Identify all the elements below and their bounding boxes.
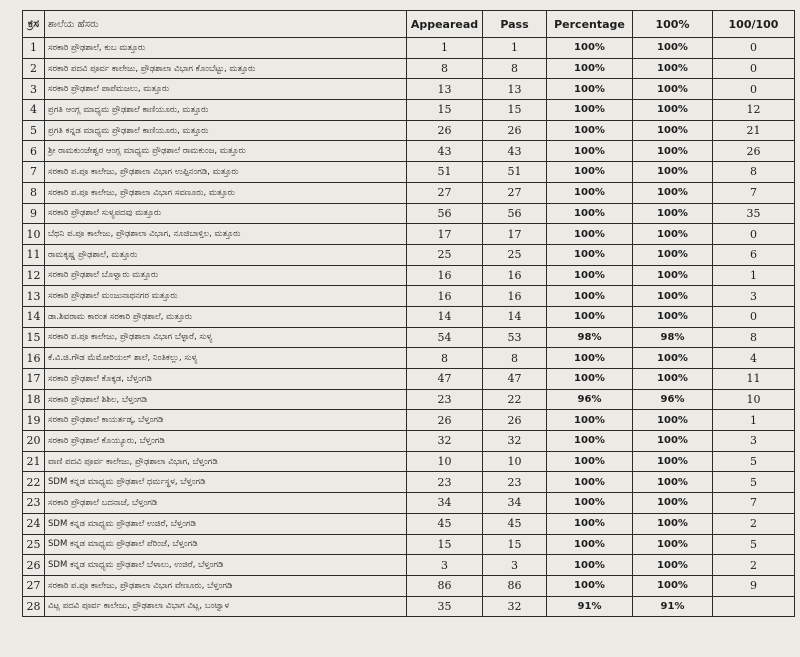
- full-marks-cell: 11: [713, 369, 795, 390]
- hundred-percent-cell: 100%: [633, 369, 713, 390]
- header-school-name: ಶಾಲೆಯ ಹೆಸರು: [45, 11, 407, 38]
- pass-cell: 16: [483, 286, 547, 307]
- full-marks-cell: 1: [713, 265, 795, 286]
- pass-cell: 17: [483, 224, 547, 245]
- percentage-cell: 98%: [547, 327, 633, 348]
- hundred-percent-cell: 100%: [633, 410, 713, 431]
- table-row: [23, 79, 795, 100]
- full-marks-cell: 9: [713, 575, 795, 596]
- appeared-cell: 25: [407, 244, 483, 265]
- full-marks-cell: 3: [713, 286, 795, 307]
- percentage-cell: 100%: [547, 244, 633, 265]
- serial-cell: 19: [23, 410, 45, 431]
- school-name-cell: ಪ್ರಗತಿ ಆಂಗ್ಲ ಮಾಧ್ಯಮ ಪ್ರೌಢಶಾಲೆ ಕಾಣಿಯೂರು, ಮತ್ತೂರು: [45, 100, 407, 121]
- hundred-percent-cell: 100%: [633, 120, 713, 141]
- school-name-cell: ಬೆಥನಿ ಪ.ಪೂ ಕಾಲೇಜು, ಪ್ರೌಢಶಾಲಾ ವಿಭಾಗ, ನೂಜಿಬಾಳ್ತಿಲ, ಮತ್ತೂರು: [45, 224, 407, 245]
- serial-cell: 28: [23, 596, 45, 617]
- school-name-cell: ಸರಕಾರಿ ಪ್ರೌಢಶಾಲೆ, ಕುಬ ಮತ್ತೂರು: [45, 38, 407, 59]
- percentage-cell: 100%: [547, 203, 633, 224]
- appeared-cell: 34: [407, 493, 483, 514]
- table-row: [23, 100, 795, 121]
- pass-cell: 45: [483, 513, 547, 534]
- percentage-cell: 100%: [547, 369, 633, 390]
- hundred-percent-cell: 91%: [633, 596, 713, 617]
- serial-cell: 18: [23, 389, 45, 410]
- percentage-cell: 100%: [547, 162, 633, 183]
- full-marks-cell: 35: [713, 203, 795, 224]
- hundred-percent-cell: 100%: [633, 286, 713, 307]
- full-marks-cell: 5: [713, 534, 795, 555]
- results-table: [22, 10, 795, 617]
- pass-cell: 8: [483, 58, 547, 79]
- appeared-cell: 17: [407, 224, 483, 245]
- percentage-cell: 100%: [547, 100, 633, 121]
- percentage-cell: 100%: [547, 58, 633, 79]
- pass-cell: 14: [483, 306, 547, 327]
- pass-cell: 27: [483, 182, 547, 203]
- percentage-cell: 100%: [547, 513, 633, 534]
- full-marks-cell: 7: [713, 182, 795, 203]
- full-marks-cell: 10: [713, 389, 795, 410]
- hundred-percent-cell: 100%: [633, 224, 713, 245]
- pass-cell: 56: [483, 203, 547, 224]
- school-name-cell: SDM ಕನ್ನಡ ಮಾಧ್ಯಮ ಪ್ರೌಢಶಾಲೆ ಪೆರಿಂಜೆ, ಬೆಳ್ತಂಗಡಿ: [45, 534, 407, 555]
- school-name-cell: SDM ಕನ್ನಡ ಮಾಧ್ಯಮ ಪ್ರೌಢಶಾಲೆ ಬೆಳಾಲು, ಉಜಿರೆ, ಬೆಳ್ತಂಗಡಿ: [45, 555, 407, 576]
- pass-cell: 15: [483, 100, 547, 121]
- school-name-cell: ಡಾ.ಶಿವರಾಮ ಕಾರಂತ ಸರಕಾರಿ ಪ್ರೌಢಶಾಲೆ, ಮತ್ತೂರು: [45, 306, 407, 327]
- table-row: [23, 141, 795, 162]
- school-name-cell: ಸರಕಾರಿ ಪ್ರೌಢಶಾಲೆ ಬದನಾಜೆ, ಬೆಳ್ತಂಗಡಿ: [45, 493, 407, 514]
- pass-cell: 32: [483, 596, 547, 617]
- table-row: [23, 162, 795, 183]
- header-appeared: Appearead: [407, 11, 483, 38]
- table-row: [23, 348, 795, 369]
- table-row: [23, 410, 795, 431]
- hundred-percent-cell: 100%: [633, 555, 713, 576]
- percentage-cell: 100%: [547, 182, 633, 203]
- full-marks-cell: 26: [713, 141, 795, 162]
- full-marks-cell: 0: [713, 306, 795, 327]
- appeared-cell: 15: [407, 100, 483, 121]
- school-name-cell: ಸರಕಾರಿ ಪ್ರೌಢಶಾಲೆ ಮಂಜುನಾಥನಗರ ಮತ್ತೂರು: [45, 286, 407, 307]
- serial-cell: 13: [23, 286, 45, 307]
- school-name-cell: ಸರಕಾರಿ ಪ್ರೌಢಶಾಲೆ ಕೊಕ್ಕಡ, ಬೆಳ್ತಂಗಡಿ: [45, 369, 407, 390]
- hundred-percent-cell: 100%: [633, 162, 713, 183]
- appeared-cell: 8: [407, 58, 483, 79]
- percentage-cell: 100%: [547, 534, 633, 555]
- table-row: [23, 58, 795, 79]
- full-marks-cell: 12: [713, 100, 795, 121]
- percentage-cell: 100%: [547, 493, 633, 514]
- pass-cell: 86: [483, 575, 547, 596]
- pass-cell: 51: [483, 162, 547, 183]
- pass-cell: 47: [483, 369, 547, 390]
- hundred-percent-cell: 100%: [633, 182, 713, 203]
- school-name-cell: ಕೆ.ವಿ.ಜಿ.ಗೌಡ ಮೆಮೋರಿಯಲ್ ಶಾಲೆ, ನಿಂತಿಕಲ್ಲು, ಸುಳ್ಯ: [45, 348, 407, 369]
- hundred-percent-cell: 100%: [633, 306, 713, 327]
- appeared-cell: 1: [407, 38, 483, 59]
- appeared-cell: 43: [407, 141, 483, 162]
- serial-cell: 23: [23, 493, 45, 514]
- school-name-cell: ಸರಕಾರಿ ಪ್ರೌಢಶಾಲೆ ಶಿಶಿಲ, ಬೆಳ್ತಂಗಡಿ: [45, 389, 407, 410]
- pass-cell: 53: [483, 327, 547, 348]
- percentage-cell: 100%: [547, 410, 633, 431]
- appeared-cell: 35: [407, 596, 483, 617]
- appeared-cell: 54: [407, 327, 483, 348]
- table-row: [23, 38, 795, 59]
- percentage-cell: 91%: [547, 596, 633, 617]
- appeared-cell: 15: [407, 534, 483, 555]
- pass-cell: 26: [483, 410, 547, 431]
- full-marks-cell: 1: [713, 410, 795, 431]
- pass-cell: 1: [483, 38, 547, 59]
- table-row: [23, 534, 795, 555]
- serial-cell: 2: [23, 58, 45, 79]
- appeared-cell: 14: [407, 306, 483, 327]
- serial-cell: 8: [23, 182, 45, 203]
- serial-cell: 6: [23, 141, 45, 162]
- percentage-cell: 100%: [547, 555, 633, 576]
- pass-cell: 13: [483, 79, 547, 100]
- serial-cell: 22: [23, 472, 45, 493]
- school-name-cell: ಪ್ರಗತಿ ಕನ್ನಡ ಮಾಧ್ಯಮ ಪ್ರೌಢಶಾಲೆ ಕಾಣಿಯೂರು, ಮತ್ತೂರು: [45, 120, 407, 141]
- percentage-cell: 96%: [547, 389, 633, 410]
- table-row: [23, 596, 795, 617]
- hundred-percent-cell: 100%: [633, 472, 713, 493]
- serial-cell: 20: [23, 431, 45, 452]
- serial-cell: 7: [23, 162, 45, 183]
- hundred-percent-cell: 100%: [633, 534, 713, 555]
- pass-cell: 34: [483, 493, 547, 514]
- serial-cell: 9: [23, 203, 45, 224]
- full-marks-cell: 4: [713, 348, 795, 369]
- appeared-cell: 23: [407, 472, 483, 493]
- full-marks-cell: 5: [713, 472, 795, 493]
- table-row: [23, 451, 795, 472]
- appeared-cell: 56: [407, 203, 483, 224]
- school-name-cell: ಸರಕಾರಿ ಪ್ರೌಢಶಾಲೆ ಬೊಳ್ವಾರು ಮತ್ತೂರು: [45, 265, 407, 286]
- table-row: [23, 120, 795, 141]
- appeared-cell: 86: [407, 575, 483, 596]
- table-row: [23, 431, 795, 452]
- pass-cell: 26: [483, 120, 547, 141]
- school-name-cell: ಸರಕಾರಿ ಪ್ರೌಢಶಾಲೆ ಪಾಪೆಮಜಲು, ಮತ್ತೂರು: [45, 79, 407, 100]
- hundred-percent-cell: 100%: [633, 244, 713, 265]
- table-row: [23, 472, 795, 493]
- percentage-cell: 100%: [547, 431, 633, 452]
- percentage-cell: 100%: [547, 348, 633, 369]
- pass-cell: 8: [483, 348, 547, 369]
- full-marks-cell: 6: [713, 244, 795, 265]
- serial-cell: 26: [23, 555, 45, 576]
- serial-cell: 12: [23, 265, 45, 286]
- pass-cell: 3: [483, 555, 547, 576]
- appeared-cell: 23: [407, 389, 483, 410]
- full-marks-cell: 2: [713, 555, 795, 576]
- header-serial: ಕ್ರಸ: [23, 11, 45, 38]
- appeared-cell: 26: [407, 120, 483, 141]
- percentage-cell: 100%: [547, 120, 633, 141]
- school-name-cell: ಸರಕಾರಿ ಪ.ಪೂ ಕಾಲೇಜು, ಪ್ರೌಢಶಾಲಾ ವಿಭಾಗ ಸವಣೂರು, ಮತ್ತೂರು: [45, 182, 407, 203]
- hundred-percent-cell: 100%: [633, 575, 713, 596]
- appeared-cell: 32: [407, 431, 483, 452]
- hundred-percent-cell: 100%: [633, 58, 713, 79]
- table-row: [23, 389, 795, 410]
- table-row: [23, 182, 795, 203]
- serial-cell: 5: [23, 120, 45, 141]
- pass-cell: 23: [483, 472, 547, 493]
- percentage-cell: 100%: [547, 472, 633, 493]
- serial-cell: 4: [23, 100, 45, 121]
- full-marks-cell: 0: [713, 58, 795, 79]
- school-name-cell: ಸರಕಾರಿ ಪದವಿ ಪೂರ್ವ ಕಾಲೇಜು, ಪ್ರೌಢಶಾಲಾ ವಿಭಾಗ ಕೊಂಬೆಟ್ಟು, ಮತ್ತೂರು: [45, 58, 407, 79]
- serial-cell: 25: [23, 534, 45, 555]
- school-name-cell: ಸರಕಾರಿ ಪ್ರೌಢಶಾಲೆ ಸುಳ್ಯಪದವು ಮತ್ತೂರು: [45, 203, 407, 224]
- appeared-cell: 8: [407, 348, 483, 369]
- serial-cell: 10: [23, 224, 45, 245]
- full-marks-cell: 0: [713, 224, 795, 245]
- percentage-cell: 100%: [547, 38, 633, 59]
- header-percentage: Percentage: [547, 11, 633, 38]
- table-row: [23, 327, 795, 348]
- hundred-percent-cell: 100%: [633, 265, 713, 286]
- appeared-cell: 51: [407, 162, 483, 183]
- hundred-percent-cell: 100%: [633, 203, 713, 224]
- serial-cell: 24: [23, 513, 45, 534]
- appeared-cell: 16: [407, 265, 483, 286]
- table-row: [23, 203, 795, 224]
- hundred-percent-cell: 100%: [633, 513, 713, 534]
- serial-cell: 15: [23, 327, 45, 348]
- full-marks-cell: [713, 596, 795, 617]
- hundred-percent-cell: 100%: [633, 100, 713, 121]
- school-name-cell: SDM ಕನ್ನಡ ಮಾಧ್ಯಮ ಪ್ರೌಢಶಾಲೆ ಧರ್ಮಸ್ಥಳ, ಬೆಳ್ತಂಗಡಿ: [45, 472, 407, 493]
- school-name-cell: ರಾಮಕೃಷ್ಣ ಪ್ರೌಢಶಾಲೆ, ಮತ್ತೂರು: [45, 244, 407, 265]
- full-marks-cell: 2: [713, 513, 795, 534]
- table-row: [23, 224, 795, 245]
- school-name-cell: ಸರಕಾರಿ ಪ್ರೌಢಶಾಲೆ ಕೊಯ್ಯೂರು, ಬೆಳ್ತಂಗಡಿ: [45, 431, 407, 452]
- header-100-percent: 100%: [633, 11, 713, 38]
- percentage-cell: 100%: [547, 141, 633, 162]
- full-marks-cell: 3: [713, 431, 795, 452]
- appeared-cell: 16: [407, 286, 483, 307]
- header-row: [23, 11, 795, 38]
- pass-cell: 16: [483, 265, 547, 286]
- school-name-cell: ಸರಕಾರಿ ಪ.ಪೂ ಕಾಲೇಜು, ಪ್ರೌಢಶಾಲಾ ವಿಭಾಗ ವೇಣೂರು, ಬೆಳ್ತಂಗಡಿ: [45, 575, 407, 596]
- table-row: [23, 513, 795, 534]
- pass-cell: 43: [483, 141, 547, 162]
- full-marks-cell: 7: [713, 493, 795, 514]
- serial-cell: 3: [23, 79, 45, 100]
- percentage-cell: 100%: [547, 224, 633, 245]
- table-row: [23, 286, 795, 307]
- table-row: [23, 369, 795, 390]
- school-name-cell: ವಿಟ್ಲ ಪದವಿ ಪೂರ್ವ ಕಾಲೇಜು, ಪ್ರೌಢಶಾಲಾ ವಿಭಾಗ ವಿಟ್ಲ, ಬಂಟ್ವಾಳ: [45, 596, 407, 617]
- serial-cell: 17: [23, 369, 45, 390]
- serial-cell: 27: [23, 575, 45, 596]
- percentage-cell: 100%: [547, 265, 633, 286]
- hundred-percent-cell: 98%: [633, 327, 713, 348]
- full-marks-cell: 8: [713, 162, 795, 183]
- hundred-percent-cell: 100%: [633, 431, 713, 452]
- appeared-cell: 10: [407, 451, 483, 472]
- serial-cell: 21: [23, 451, 45, 472]
- hundred-percent-cell: 100%: [633, 493, 713, 514]
- table-row: [23, 306, 795, 327]
- school-name-cell: ಶ್ರೀ ರಾಮಕುಂಜೇಶ್ವರ ಆಂಗ್ಲ ಮಾಧ್ಯಮ ಪ್ರೌಢಶಾಲೆ ರಾಮಕುಂಜ, ಮತ್ತೂರು: [45, 141, 407, 162]
- table-row: [23, 493, 795, 514]
- percentage-cell: 100%: [547, 451, 633, 472]
- serial-cell: 16: [23, 348, 45, 369]
- school-name-cell: SDM ಕನ್ನಡ ಮಾಧ್ಯಮ ಪ್ರೌಢಶಾಲೆ ಉಜಿರೆ, ಬೆಳ್ತಂಗಡಿ: [45, 513, 407, 534]
- appeared-cell: 27: [407, 182, 483, 203]
- appeared-cell: 26: [407, 410, 483, 431]
- percentage-cell: 100%: [547, 306, 633, 327]
- appeared-cell: 13: [407, 79, 483, 100]
- header-pass: Pass: [483, 11, 547, 38]
- table-row: [23, 244, 795, 265]
- hundred-percent-cell: 100%: [633, 348, 713, 369]
- pass-cell: 32: [483, 431, 547, 452]
- full-marks-cell: 21: [713, 120, 795, 141]
- percentage-cell: 100%: [547, 79, 633, 100]
- hundred-percent-cell: 100%: [633, 79, 713, 100]
- hundred-percent-cell: 96%: [633, 389, 713, 410]
- percentage-cell: 100%: [547, 286, 633, 307]
- header-100-of-100: 100/100: [713, 11, 795, 38]
- hundred-percent-cell: 100%: [633, 451, 713, 472]
- school-name-cell: ಸರಕಾರಿ ಪ.ಪೂ ಕಾಲೇಜು, ಪ್ರೌಢಶಾಲಾ ವಿಭಾಗ ಉಪ್ಪಿನಂಗಡಿ, ಮತ್ತೂರು: [45, 162, 407, 183]
- pass-cell: 25: [483, 244, 547, 265]
- pass-cell: 22: [483, 389, 547, 410]
- appeared-cell: 45: [407, 513, 483, 534]
- hundred-percent-cell: 100%: [633, 38, 713, 59]
- pass-cell: 10: [483, 451, 547, 472]
- school-name-cell: ಸರಕಾರಿ ಪ.ಪೂ ಕಾಲೇಜು, ಪ್ರೌಢಶಾಲಾ ವಿಭಾಗ ಬೆಳ್ಳಾರೆ, ಸುಳ್ಯ: [45, 327, 407, 348]
- serial-cell: 11: [23, 244, 45, 265]
- table-row: [23, 265, 795, 286]
- table-row: [23, 575, 795, 596]
- full-marks-cell: 0: [713, 38, 795, 59]
- serial-cell: 14: [23, 306, 45, 327]
- table-body: [23, 38, 795, 617]
- serial-cell: 1: [23, 38, 45, 59]
- pass-cell: 15: [483, 534, 547, 555]
- table-row: [23, 555, 795, 576]
- full-marks-cell: 5: [713, 451, 795, 472]
- full-marks-cell: 8: [713, 327, 795, 348]
- appeared-cell: 47: [407, 369, 483, 390]
- full-marks-cell: 0: [713, 79, 795, 100]
- appeared-cell: 3: [407, 555, 483, 576]
- school-name-cell: ಸರಕಾರಿ ಪ್ರೌಢಶಾಲೆ ಕಾಯರ್ತಡ್ಕ, ಬೆಳ್ತಂಗಡಿ: [45, 410, 407, 431]
- hundred-percent-cell: 100%: [633, 141, 713, 162]
- school-name-cell: ವಾಣಿ ಪದವಿ ಪೂರ್ವ ಕಾಲೇಜು, ಪ್ರೌಢಶಾಲಾ ವಿಭಾಗ, ಬೆಳ್ತಂಗಡಿ: [45, 451, 407, 472]
- percentage-cell: 100%: [547, 575, 633, 596]
